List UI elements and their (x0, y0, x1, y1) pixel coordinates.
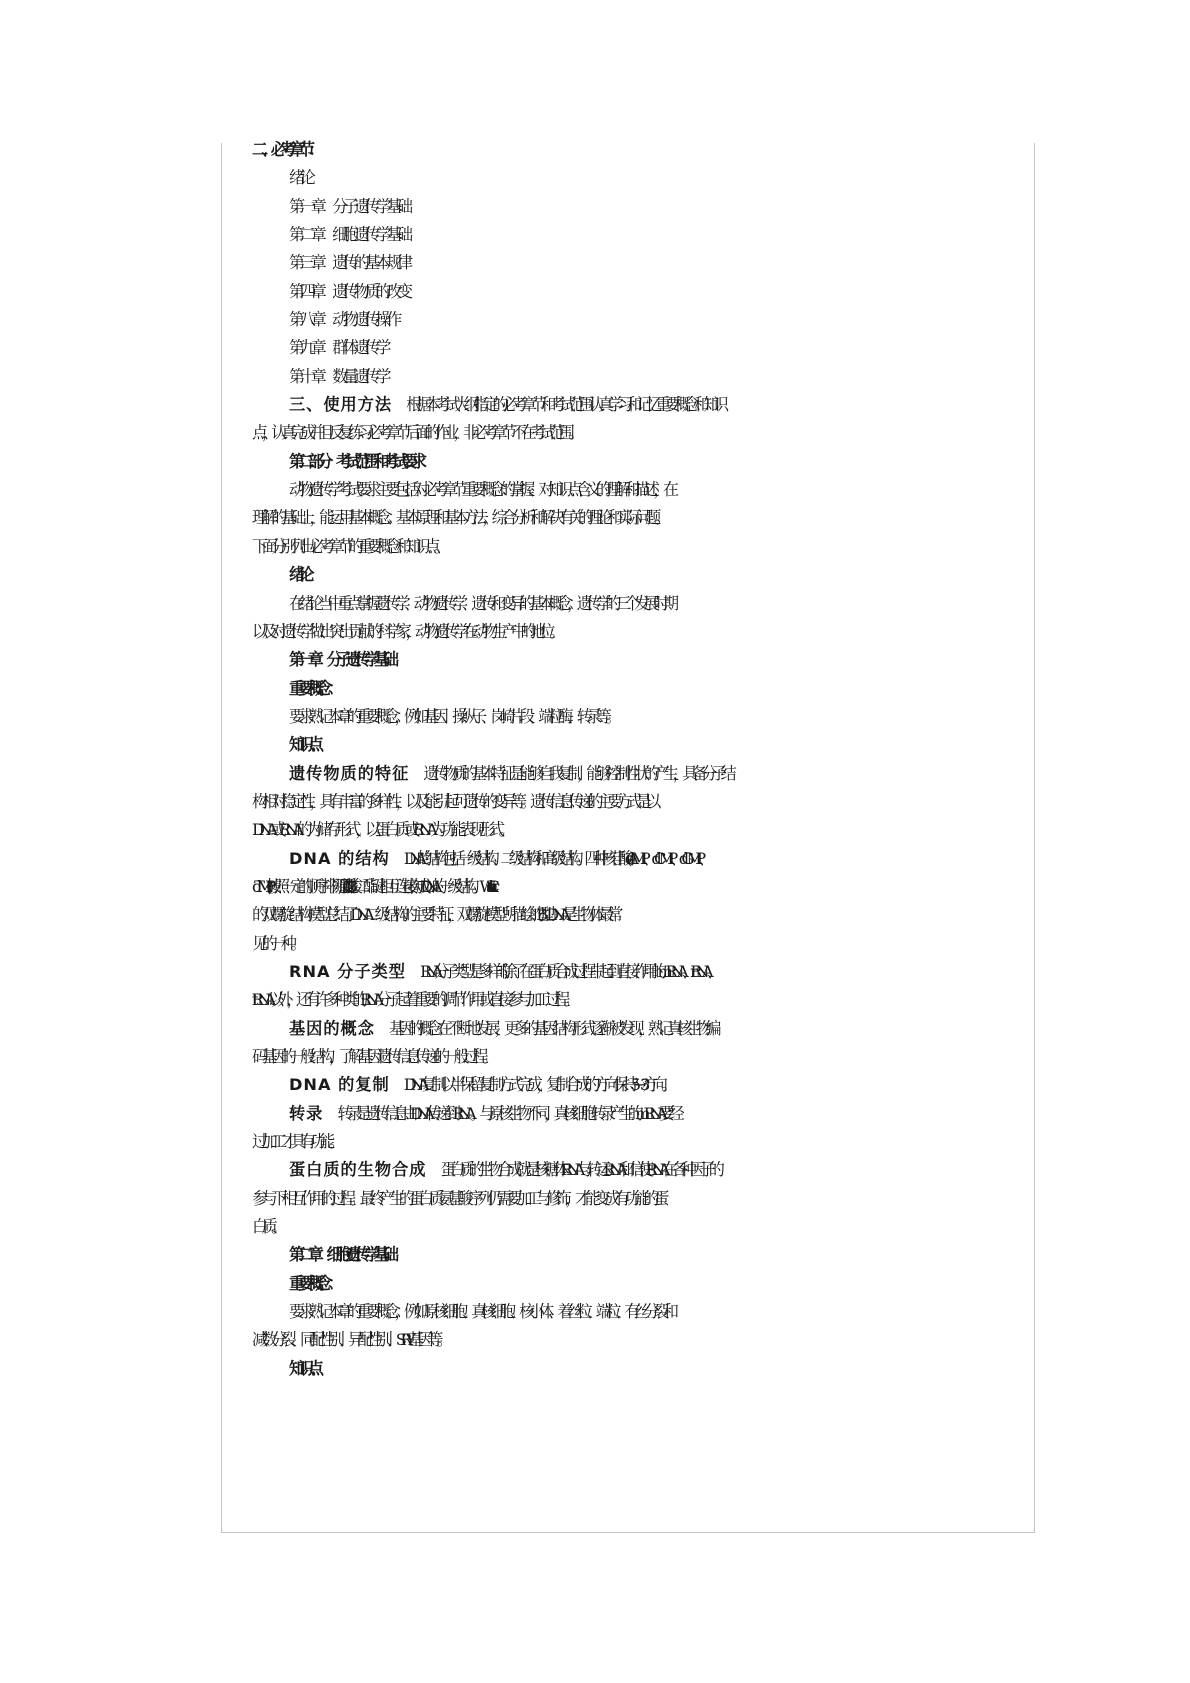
chapter-list-item: 第十章 数量遗传学 (289, 366, 387, 386)
knowledge-point (252, 1100, 1032, 1128)
section-heading-required-chapters: 二、必考章节： (252, 140, 318, 159)
knowledge-point-title: DNA 的结构 (289, 848, 390, 868)
usage-paragraph (252, 391, 1032, 419)
chapter-list-item: 绪论 (289, 168, 311, 188)
usage-text-line: 点，认真完成并且反复练习必考章节后面的作业，非必考章节不在考试范围。 (252, 423, 578, 443)
document-body (252, 136, 1032, 1383)
knowledge-point-text: 参与下相互作用的过程。最终产生的蛋白质氨基酸序列仍需要加工与修饰，才能变成有功能的蛋 (252, 1188, 664, 1208)
chapter-list-item: 第八章 动物遗传操作 (289, 310, 397, 330)
knowledge-point (252, 1156, 1032, 1184)
chapter1-points-heading: 知识点 (289, 735, 318, 755)
knowledge-point (252, 1015, 1032, 1043)
knowledge-point-title: 基因的概念 (289, 1018, 375, 1038)
usage-heading: 三、使用方法 (289, 395, 393, 415)
knowledge-point-title: RNA 分子类型 (289, 961, 406, 981)
chapter2-points-heading: 知识点 (289, 1358, 318, 1378)
knowledge-point-text: RNA 分子类型是多样的,除了在蛋白质合成过程中起到直接作用的 mRNA、rRNA、 (419, 961, 716, 981)
chapter1-concepts-text: 要求熟记本章的重要概念，例如基因、操纵子、岗崎片段、端粒酶、转录等。 (289, 706, 615, 726)
knowledge-point-text: dTMP)按照一定的顺序排列,通过 3’-5′ 磷酸二酯键相互连接,构成 DNA 的一级结构。Watson-Crick (252, 876, 491, 896)
chapter2-concepts-text: 减数分裂、同配性别、异配性别、SRY 基因等。 (252, 1330, 447, 1350)
knowledge-point-text: DNA 或 RNA 的为储存形式，以蛋白质或 RNA 为功能表现形式。 (252, 820, 509, 840)
knowledge-point-text: 遗传物质的基本特征是能够自我复制，能够控制性状的产生，具备分子结 (423, 763, 731, 783)
part2-heading: 第二部分 考试范围和考试要求 (289, 451, 421, 471)
required-chapters-list (252, 164, 1032, 391)
chapter2-concepts-heading: 重要概念 (289, 1273, 327, 1293)
knowledge-point-text: 过加工才具有功能。 (252, 1132, 339, 1152)
knowledge-point-text: DNA 的结构包括一级结构、二级结构和高级结构。四种核苷酸(dAMP、dCMP、dGMP、 (403, 848, 707, 868)
knowledge-point-title: 蛋白质的生物合成 (289, 1160, 427, 1180)
knowledge-point-text: 码基因的一般结构，了解基因遗传信息传递的一般过程。 (252, 1047, 492, 1066)
intro-text-line: 以及对遗传学做出突出贡献的科学家，动物遗传学在动物生产中的地位。 (252, 621, 559, 641)
usage-text: 根据本考试大纲指定的必考章节和考试范围认真学习和记忆重要概念和知识 (406, 395, 723, 415)
knowledge-point-title: 转录 (289, 1103, 324, 1123)
knowledge-point-text: 转录是遗传信息由 DNA 传递到 RNA。与原核生物不同，真核细胞转录产生的 mRNA 要经 (337, 1103, 678, 1123)
knowledge-point (252, 1071, 1032, 1099)
knowledge-point (252, 845, 1032, 873)
chapter-list-item: 第一章 分子遗传学基础 (289, 196, 408, 216)
knowledge-point-text: 蛋白质的生物合成就是核糖体 RNA 与转运 RNA 和信使 RNA 在各种因子的 (440, 1160, 719, 1180)
intro-heading: 绪论 (289, 565, 308, 585)
chapter1-heading: 第一章 分子遗传学基础 (289, 650, 393, 670)
chapter-list-item: 第九章 群体遗传学 (289, 338, 387, 358)
intro-text-line: 在绪论当中重点掌握遗传学、动物遗传学、遗传和变异的基本概念，遗传学的三个发展时期 (289, 593, 673, 613)
knowledge-point-text: 的双螺旋结构模型总结了 DNA 二级结构的主要特征，双螺旋模型所描绘的 B 型 DNA 是生物体最常 (252, 905, 617, 925)
part2-intro-line: 下面分别列出必考章节的重要概念和知识点。 (252, 536, 444, 556)
chapter-list-item: 第二章 细胞遗传学基础 (289, 225, 408, 245)
chapter2-heading: 第二章 细胞遗传学基础 (289, 1245, 393, 1265)
knowledge-point-text: DNA 复制以半保留复制方式完成，复制合成的方向保持 5’→3’方向。 (403, 1075, 671, 1095)
knowledge-point (252, 958, 1032, 986)
chapter-list-item: 第四章 遗传物质的改变 (289, 281, 408, 301)
knowledge-point-title: 遗传物质的特征 (289, 763, 410, 783)
chapter1-concepts-heading: 重要概念 (289, 678, 327, 698)
part2-intro-line: 动物遗传学考试要求主要包括对必考章节重要概念的掌握、对知识点含义的理解和描述，在 (289, 480, 673, 500)
chapter-list-item: 第三章 遗传的基本规律 (289, 253, 408, 273)
knowledge-point (252, 760, 1032, 788)
knowledge-point-text: 构相对稳定性，具有丰富的多样性，以及能引起可遗传的变异等。遗传信息传递的主要方式是以 (252, 791, 655, 811)
knowledge-point-text: 见的一种。 (252, 933, 300, 953)
chapter2-concepts-text: 要求熟记本章的重要概念，例如原核细胞、真核细胞、核小体、着丝粒、端粒、有丝分裂和 (289, 1302, 673, 1322)
knowledge-point-text: 白质。 (252, 1217, 281, 1237)
part2-intro-line: 理解的基础上，能运用基本概念、基本原理和基本方法，综合分析和解决有关的理论和实际问题。 (252, 508, 665, 528)
knowledge-point-text: 基因的概念在不断地发展，更多的基因结构形式逐渐被发现，熟记真核生物编 (388, 1018, 715, 1038)
knowledge-point-text: tRNA 以外，还有许多种类的 RNA 分子起着重要的调节作用或直接参与加工过程。 (252, 990, 574, 1010)
knowledge-point-title: DNA 的复制 (289, 1075, 390, 1095)
